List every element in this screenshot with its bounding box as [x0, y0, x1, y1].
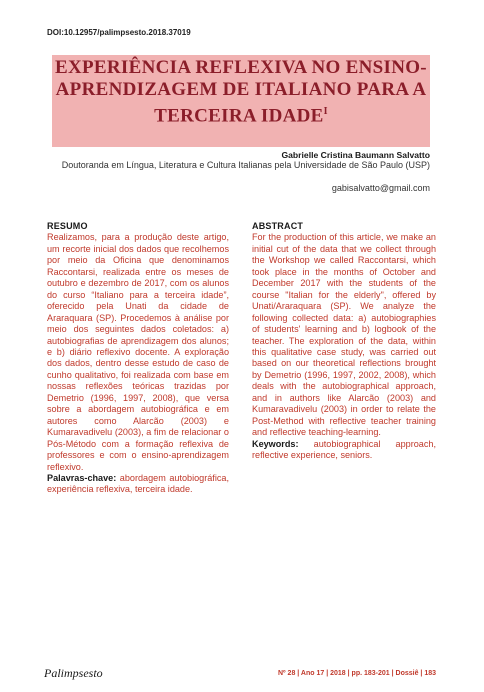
resumo-keywords-text: abordagem autobiográfica, experiência reflexiva, terceira idade.	[47, 472, 229, 495]
author-email[interactable]: gabisalvatto@gmail.com	[331, 183, 430, 193]
title-line-2: APRENDIZAGEM DE ITALIANO PARA A	[55, 79, 427, 100]
title-line-1: EXPERIÊNCIA REFLEXIVA NO ENSINO-	[55, 57, 427, 78]
abstract-keywords-label: Keywords:	[252, 438, 299, 449]
abstract-keywords-text: autobiographical approach, reflective experience, seniors.	[252, 438, 436, 461]
title-line-3-text: TERCEIRA IDADE	[154, 105, 324, 127]
footer-page-info: Nº 28 | Ano 17 | 2018 | pp. 183-201 | Dossiê | 183	[278, 670, 436, 677]
article-title	[52, 55, 430, 147]
author-affiliation: Doutoranda em Língua, Literatura e Cultura Italianas pela Universidade de São Paulo (USP)	[61, 160, 430, 170]
author-name: Gabrielle Cristina Baumann Salvatto	[281, 150, 430, 160]
abstract-keywords	[252, 439, 436, 462]
resumo-heading: RESUMO	[47, 221, 88, 231]
abstract-text: For the production of this article, we make an initial cut of the data that we collect through the Workshop we called Raccontarsi, which took place in the months of October and December 2017 with the students of the course "Italian for the elderly", offered by Unati/Araraquara (SP). We analyze the following collected data: a) autobiographies of students' learning and b) logbook of the teacher. The exploration of the data, within this qualitative case study, was carried out based on our theoretical reflections brought by Demetrio (1996, 1997, 2002, 2008), which deals with the autobiographical approach, and in authors like Alarcão (2003) and Kumaravadivelu (2003) in order to relate the Post-Method with reflective teacher training and reflective teaching-learning.	[252, 232, 436, 438]
resumo-keywords-label: Palavras-chave:	[47, 472, 117, 483]
title-line-3	[52, 101, 430, 127]
resumo-text: Realizamos, para a produção deste artigo, um recorte inicial dos dados que recolhemos por meio da Oficina que denominamos Raccontarsi, realizada entre os meses de outubro e dezembro de 2017, com os alunos do curso “Italiano para a terceira idade”, oferecido pela Unati da cidade de Araraquara (SP). Procedemos à análise por meio dos seguintes dados coletados: a) autobiografias de aprendizagem dos alunos; e b) diário reflexivo docente. A exploração dos dados, dentro desse estudo de caso de cunho qualitativo, foi realizada com base em nossas reflexões teóricas trazidas por Demetrio (1996, 1997, 2008), que versa sobre a abordagem autobiográfica e em autores como Alarcão (2003) e Kumaravadivelu (2003), a fim de relacionar o Pós-Método com a formação reflexiva de professores e com o ensino-aprendizagem reflexivo.	[47, 232, 229, 472]
resumo-keywords	[47, 473, 229, 496]
abstract-section	[252, 221, 436, 462]
journal-logo: Palimpsesto	[44, 666, 103, 680]
resumo-section	[47, 221, 229, 496]
title-footnote-mark[interactable]: I	[323, 106, 328, 117]
doi-label: DOI:10.12957/palimpsesto.2018.37019	[47, 28, 191, 37]
abstract-heading: ABSTRACT	[252, 221, 304, 231]
